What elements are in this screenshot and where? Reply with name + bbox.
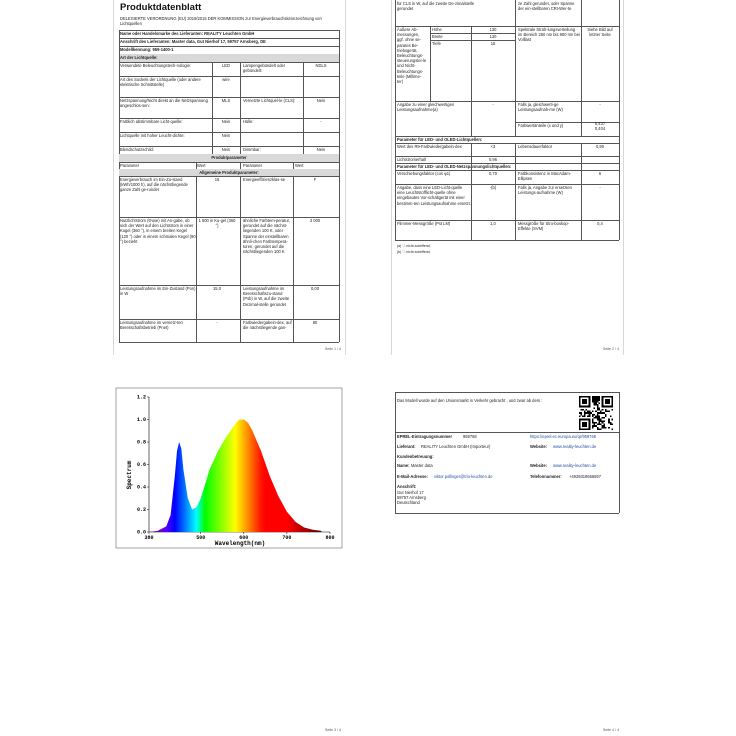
- page-number: Seite 3 / 4: [324, 728, 341, 732]
- table-row: Nutzlichtstrom (Φuse) mit An-gabe, ob sich der Wert auf den Lichtstrom in einer Kugel (360 °), in einem breiten Kegel (120 °) oder in einem schmalen Kegel (90 °) bezieht: [120, 218, 196, 244]
- footnote: (a) '-': nicht zutreffend;: [397, 244, 431, 248]
- page-number: Seite 2 / 4: [602, 347, 619, 351]
- phone-value: +4929319666597: [569, 474, 601, 479]
- website-label: Website:: [530, 444, 547, 449]
- name-value: Master data: [411, 463, 433, 468]
- section-header-product-params: Produktparameter: [211, 155, 247, 160]
- qr-code[interactable]: [579, 396, 613, 430]
- column-header: Wert: [197, 163, 206, 168]
- table-row: Farblich abstimmbare Licht-quelle:: [120, 119, 183, 124]
- column-header: Parameter: [120, 163, 140, 168]
- column-header: Wert: [295, 163, 304, 168]
- page-edge: [623, 0, 624, 355]
- page-title: Produktdatenblatt: [120, 2, 202, 13]
- footnote: (b) '-': nicht zutreffend;: [397, 250, 431, 254]
- email-link[interactable]: viktor.pollinger@trio-leuchten.de: [434, 474, 493, 479]
- supplier-label: Lieferant:: [397, 444, 416, 449]
- website-label: Website:: [530, 463, 547, 468]
- website-link[interactable]: www.reality-leuchten.de: [553, 463, 597, 468]
- x-tick-label: 700: [282, 535, 292, 541]
- name-label: Name:: [397, 463, 410, 468]
- page-number: Seite 4 / 4: [602, 728, 619, 732]
- table-row: Flimmer-Messgröße (Pst LM): [397, 221, 451, 226]
- x-tick-label: 600: [239, 535, 249, 541]
- table-row: Energieverbrauch im Ein-Zu-stand (kWh/1000 h), auf die nächstliegende ganze Zahl ge-rundet: [120, 177, 188, 193]
- y-tick-label: 0.4: [136, 484, 146, 491]
- table-row: Art des Sockels der Lichtquelle (oder andere elektrische Schnittstelle): [120, 77, 201, 88]
- dimensions-label: Äußere Ab-messungen, ggf. ohne se-parates Be-triebsgerät, Beleuchtungs-steuerungstei-le und Nicht-Beleuchtungs-teile (Millime-ter): [397, 27, 427, 85]
- table-row: Lichtquelle mit hoher Leucht-dichte:: [120, 133, 185, 138]
- address-value: Gut Nierhof 17 59757 Arnsberg Deutschland: [397, 490, 426, 506]
- market-intro: Das Modell wurde auf den Unionsmarkt in Verkehr gebracht , und zwar ab dem :: [397, 398, 543, 403]
- x-tick-label: 800: [325, 535, 335, 541]
- y-tick-label: 0.0: [136, 529, 146, 536]
- phone-label: Telefonnummer:: [530, 474, 562, 479]
- table-row: für CLS in W, auf die zweite De-zimalstelle gerundet: [397, 1, 475, 12]
- table-row: Leistungsaufnahme im Ein-Zustand (Pon) in W: [120, 286, 196, 297]
- model-row: Modellkennung: 959-1400-1: [120, 47, 174, 52]
- supplier-value: REALITY Leuchten GmbH (Importeur): [421, 444, 491, 449]
- table-row: Blendschutzschild:: [120, 147, 154, 152]
- x-tick-label: 380: [144, 535, 154, 541]
- page-edge: [345, 0, 346, 355]
- supplier-name-row: Name oder Handelsmarke des Lieferanten: REALITY Leuchten GmbH: [120, 31, 255, 36]
- table-row: Verwendete Beleuchtungstech-nologie:: [120, 63, 192, 68]
- y-tick-label: 0.2: [136, 507, 146, 514]
- page-4: [393, 387, 621, 736]
- regulation-subtitle: DELEGIERTE VERORDNUNG (EU) 2019/2015 DER KOMMISSION zur Energieverbrauchskennzeichnung von Lichtquellen: [120, 16, 322, 27]
- table-row: Wert des R9-Farbwiedergabein-dex: [397, 144, 462, 149]
- page-2: für CLS in W, auf die zweite De-zimalstelle gerundet ze Zahl gerundet, oder Spanne der ein-stellbaren CRI-Wer-te Äußere Ab-messungen, ggf. ohne se-parates Be-triebsgerät, Beleuchtungs-steuerungstei-le und Nicht-Beleuchtungs-teile (Millime-ter) Höhe 130 Breite 130 Tiefe 15 Spektrale Strah-lungsverteilung im Bereich 250 nm bis 800 nm bei Volllast Siehe Bild auf letzter Seite Angabe zu einer gleichwertigen Leistungsaufnahme(a) - Falls ja, gleichwerti-ge Leistungsaufnah-me (W) - Farbwertanteile (x und y) 0,437 0,404 Parameter für LED- und OLED-Lichtquellen: Wert des R9-Farbwiedergabein-dex <3 Lebensdauerfaktor 0,90 Lichtstromerhalt 0,96 Parameter für LED- und OLED-Netzspannungslichtquellen: Verschiebungsfaktor (cos φ1) 0,70 Farbkonsistenz in MacAdam-Ellipsen 6 Angabe, dass eine LED-Licht-quelle eine Leuchtstofflicht-quelle ohne eingebautes Vor-schaltgerät mit einer bestimm-ten Leistungsaufnahme ersetzt. -(b) Falls ja, Angabe zur ersetzten Leistungs-aufnahme (W) - Flimmer-Messgröße (Pst LM) 1,0 Messgröße für Stro-boskop-Effekte (SVM) 0,4 (a) '-': nicht zutreffend; (b) '-': nicht zutreffend; Seite 2 / 4: [393, 0, 621, 355]
- section-header-general: Allgemeine Produktparameter:: [199, 169, 259, 175]
- table-row: Angabe, dass eine LED-Licht-quelle eine Leuchtstofflicht-quelle ohne eingebautes Vor-schaltgerät mit einer bestimm-ten Leistungsaufnahme ersetzt.: [397, 185, 471, 206]
- column-header: Parameter: [243, 163, 263, 168]
- y-tick-label: 1.2: [136, 394, 146, 401]
- table-row: Lichtstromerhalt: [397, 157, 427, 162]
- table-row: Leistungsaufnahme im vernetz-ten Bereitschaftsbetrieb (Pnet): [120, 320, 183, 331]
- page-edge: [113, 0, 114, 355]
- eprel-label: EPREL-Eintragungsnummer: [397, 434, 453, 439]
- spectral-label: Spektrale Strah-lungsverteilung im Bereich 250 nm bis 800 nm bei Volllast: [518, 27, 580, 43]
- x-axis-label: Wavelength(nm): [214, 540, 266, 547]
- eprel-link[interactable]: https://eprel.ec.europa.eu/qr/959768: [530, 434, 597, 439]
- table-row: Netzspannung/Nicht direkt an die Netzspannung angeschlos-sen:: [120, 98, 208, 109]
- website-link[interactable]: www.reality-leuchten.de: [553, 444, 597, 449]
- section-header-led: Parameter für LED- und OLED-Lichtquellen:: [397, 137, 483, 142]
- y-axis-label: Spectrum: [126, 460, 133, 490]
- y-tick-label: 1.0: [136, 417, 146, 424]
- table-row: Angabe zu einer gleichwertigen Leistungsaufnahme(a): [397, 102, 455, 113]
- customer-service-label: Kundenbetreuung:: [397, 454, 434, 459]
- page-number: Seite 1 / 4: [324, 347, 341, 351]
- section-header-mains: Parameter für LED- und OLED-Netzspannungslichtquellen:: [397, 164, 512, 169]
- spectrum-chart: [115, 387, 343, 549]
- supplier-address-row: Anschrift des Lieferanten: Master data, Gut Nierhof 17, 59757 Arnsberg, DE: [120, 39, 266, 44]
- y-tick-label: 0.8: [136, 439, 146, 446]
- x-tick-label: 500: [196, 535, 206, 541]
- page-1: Produktdatenblatt DELEGIERTE VERORDNUNG (EU) 2019/2015 DER KOMMISSION zur Energieverbrauchskennzeichnung von Lichtquellen Name oder Handelsmarke des Lieferanten: REALITY Leuchten GmbH Anschrift des Lieferanten: Master data, Gut Nierhof 17, 59757 Arnsberg, DE Modellkennung: 959-1400-1 Art der Lichtquelle: Verwendete Beleuchtungstech-nologie: LED Lampengebündelt oder gebündelt: NDLS Art des Sockels der Lichtquelle (oder andere elektrische Schnittstelle) wire Netzspannung/Nicht direkt an die Netzspannung angeschlos-sen: MLS Vernetzte Lichtquel-le (CLS): Nein Farblich abstimmbare Licht-quelle: Nein Hülle: - Lichtquelle mit hoher Leucht-dichte: Nein Blendschutzschild: Nein Dimmbar: Nein Produktparameter Parameter Wert Parameter Wert Allgemeine Produktparameter: Energieverbrauch im Ein-Zu-stand (kWh/1000 h), auf die nächstliegende ganze Zahl ge-rundet 15 Energieeffizienzklas-se F Nutzlichtstrom (Φuse) mit An-gabe, ob sich der Wert auf den Lichtstrom in einer Kugel (360 °), in einem breiten Kegel (120 °) oder in einem schmalen Kegel (90 °) bezieht 1 500 in Ku-gel (360 °) ähnliche Farbtem-peratur, gerundet auf die nächst-liegenden 100 K, oder Spanne der einstellbaren ähnli-chen Farbtempera-turen, gerundet auf die nächstliegenden 100 K 3 000 Leistungsaufnahme im Ein-Zustand (Pon) in W 15,0 Leistungsaufnahme im Bereitschaftszu-stand (Psb) in W, auf die zweite Dezimal-stelle gerundet 0,00 Leistungsaufnahme im vernetz-ten Bereitschaftsbetrieb (Pnet) - Farbwiedergabein-dex, auf die nächstliegende gan- 80 Seite 1 / 4: [115, 0, 343, 355]
- table-row: Verschiebungsfaktor (cos φ1): [397, 171, 451, 176]
- page-edge: [391, 0, 392, 355]
- page-3: [115, 387, 343, 736]
- eprel-value: 959768: [463, 434, 477, 439]
- address-label: Anschrift:: [397, 484, 417, 489]
- section-header-type: Art der Lichtquelle:: [120, 55, 158, 60]
- y-tick-label: 0.6: [136, 462, 146, 469]
- email-label: E-Mail-Adresse:: [397, 474, 428, 479]
